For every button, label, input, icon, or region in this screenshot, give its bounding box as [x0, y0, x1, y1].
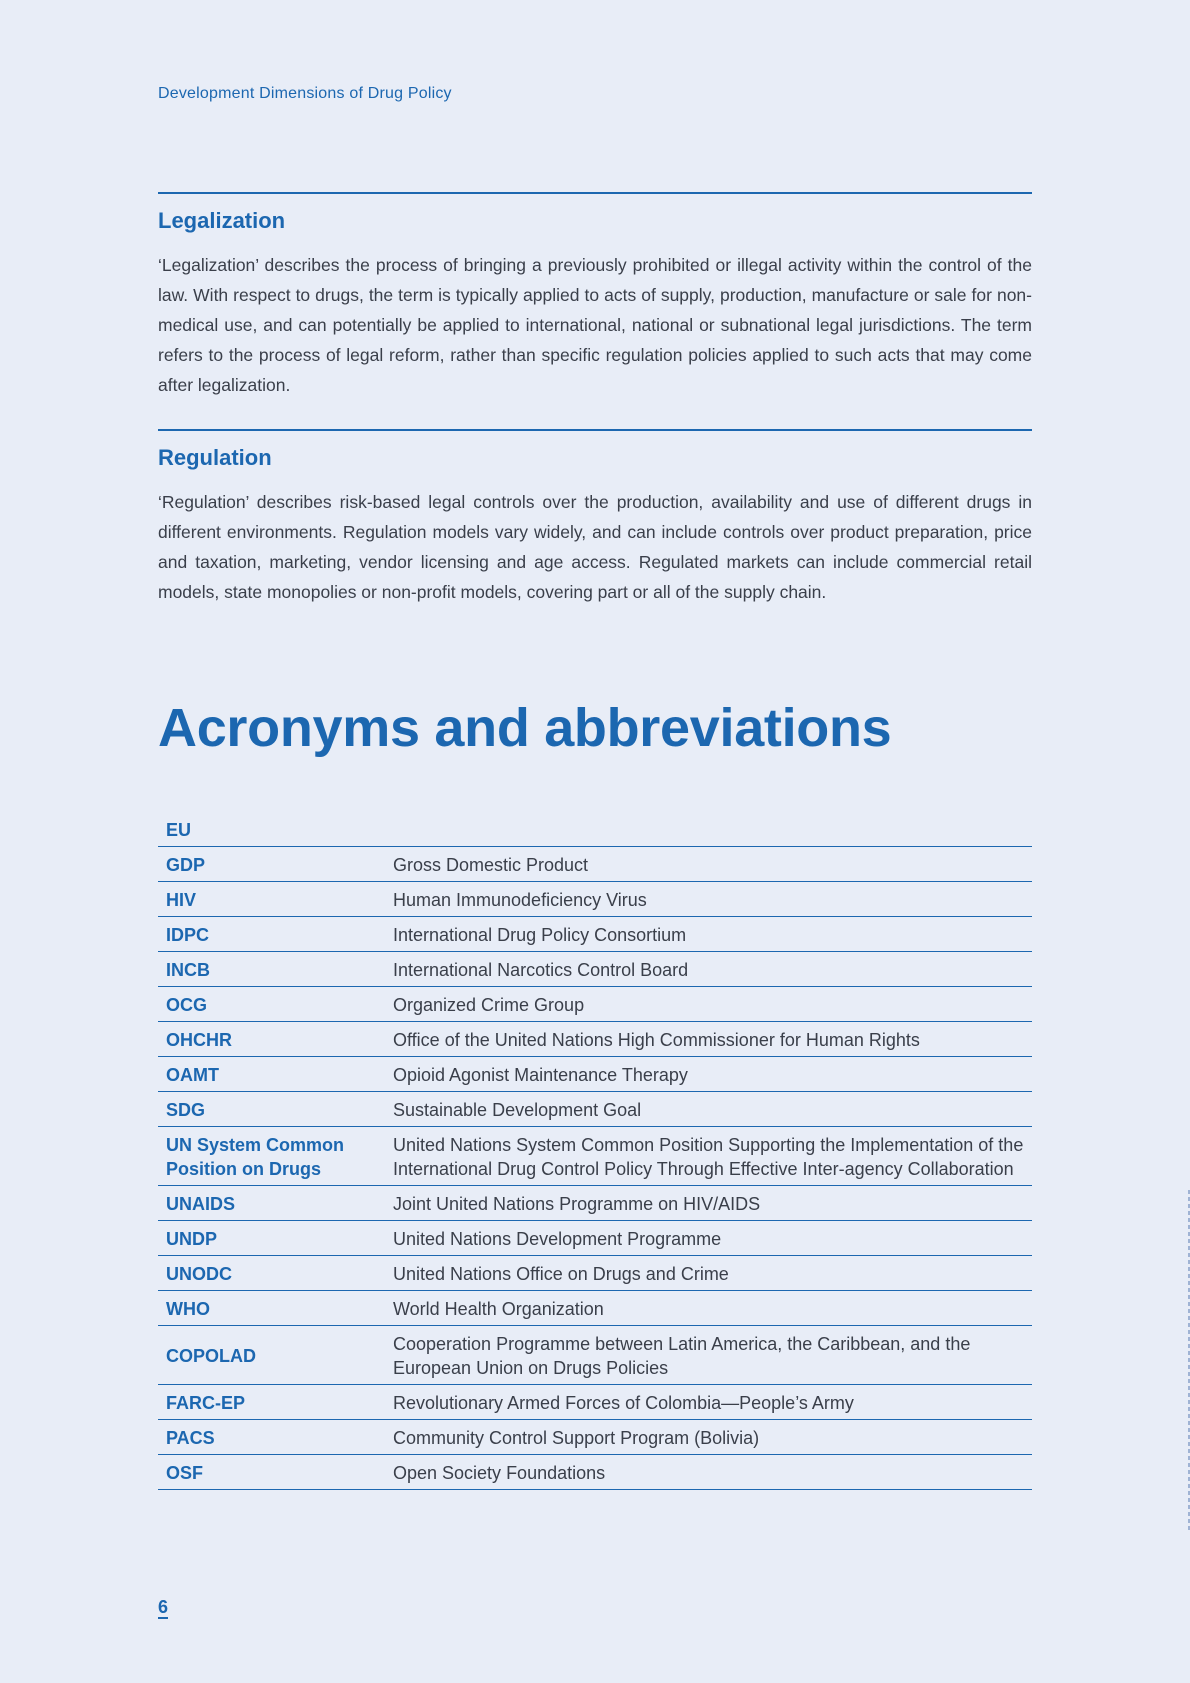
definition: Cooperation Programme between Latin America, the Caribbean, and the European Union on Drugs Policies [385, 1326, 1032, 1385]
section-title: Legalization [158, 208, 286, 233]
definition: Office of the United Nations High Commissioner for Human Rights [385, 1022, 1032, 1057]
definition: Joint United Nations Programme on HIV/AIDS [385, 1186, 1032, 1221]
definition: International Drug Policy Consortium [385, 917, 1032, 952]
table-row [158, 1420, 1032, 1455]
definition: Organized Crime Group [385, 987, 1032, 1022]
acronym: FARC-EP [158, 1385, 385, 1420]
table-row [158, 1385, 1032, 1420]
acronym: UNDP [158, 1221, 385, 1256]
acronym: INCB [158, 952, 385, 987]
acronym: PACS [158, 1420, 385, 1455]
acronym: OCG [158, 987, 385, 1022]
section-title: Regulation [158, 445, 272, 470]
definition: United Nations System Common Position Supporting the Implementation of the International Drug Control Policy Through Effective Inter-agency Collaboration [385, 1127, 1032, 1186]
definition: Revolutionary Armed Forces of Colombia—People’s Army [385, 1385, 1032, 1420]
table-row [158, 1022, 1032, 1057]
table-row [158, 1186, 1032, 1221]
acronyms-table [158, 812, 1032, 1490]
table-row [158, 987, 1032, 1022]
page-number: 6 [158, 1597, 169, 1617]
table-row [158, 917, 1032, 952]
acronym: COPOLAD [158, 1326, 385, 1385]
section-regulation [158, 429, 1032, 607]
acronym: UNAIDS [158, 1186, 385, 1221]
table-row [158, 882, 1032, 917]
table-row [158, 952, 1032, 987]
acronyms-title: Acronyms and abbreviations [158, 698, 892, 758]
section-body: ‘Legalization’ describes the process of bringing a previously prohibited or illegal activity within the control of the law. With respect to drugs, the term is typically applied to acts of supply, production, manufacture or sale for non-medical use, and can potentially be applied to international, national or subnational legal jurisdictions. The term refers to the process of legal reform, rather than specific regulation policies applied to such acts that may come after legalization. [158, 255, 1032, 395]
acronym: IDPC [158, 917, 385, 952]
table-row [158, 1256, 1032, 1291]
table-row [158, 1326, 1032, 1385]
table-row [158, 1057, 1032, 1092]
acronym: UN System Common Position on Drugs [158, 1127, 385, 1186]
definition [385, 812, 1032, 847]
definition: United Nations Office on Drugs and Crime [385, 1256, 1032, 1291]
definition: International Narcotics Control Board [385, 952, 1032, 987]
table-row [158, 1092, 1032, 1127]
table-row [158, 1221, 1032, 1256]
table-row [158, 1291, 1032, 1326]
acronym: GDP [158, 847, 385, 882]
table-row [158, 812, 1032, 847]
acronym: HIV [158, 882, 385, 917]
running-header: Development Dimensions of Drug Policy [158, 85, 452, 102]
definition: Sustainable Development Goal [385, 1092, 1032, 1127]
table-row [158, 847, 1032, 882]
acronym: UNODC [158, 1256, 385, 1291]
acronym: OHCHR [158, 1022, 385, 1057]
definition: Community Control Support Program (Bolivia) [385, 1420, 1032, 1455]
definition: United Nations Development Programme [385, 1221, 1032, 1256]
definition: World Health Organization [385, 1291, 1032, 1326]
acronym: WHO [158, 1291, 385, 1326]
table-row [158, 1455, 1032, 1490]
definition: Open Society Foundations [385, 1455, 1032, 1490]
definition: Gross Domestic Product [385, 847, 1032, 882]
definition: Human Immunodeficiency Virus [385, 882, 1032, 917]
acronym: EU [158, 812, 385, 847]
definition: Opioid Agonist Maintenance Therapy [385, 1057, 1032, 1092]
acronym: OSF [158, 1455, 385, 1490]
acronym: SDG [158, 1092, 385, 1127]
section-body: ‘Regulation’ describes risk-based legal controls over the production, availability and use of different drugs in different environments. Regulation models vary widely, and can include controls over product preparation, price and taxation, marketing, vendor licensing and age access. Regulated markets can include commercial retail models, state monopolies or non-profit models, covering part or all of the supply chain. [158, 492, 1032, 602]
acronym: OAMT [158, 1057, 385, 1092]
table-row [158, 1127, 1032, 1186]
section-legalization [158, 192, 1032, 400]
